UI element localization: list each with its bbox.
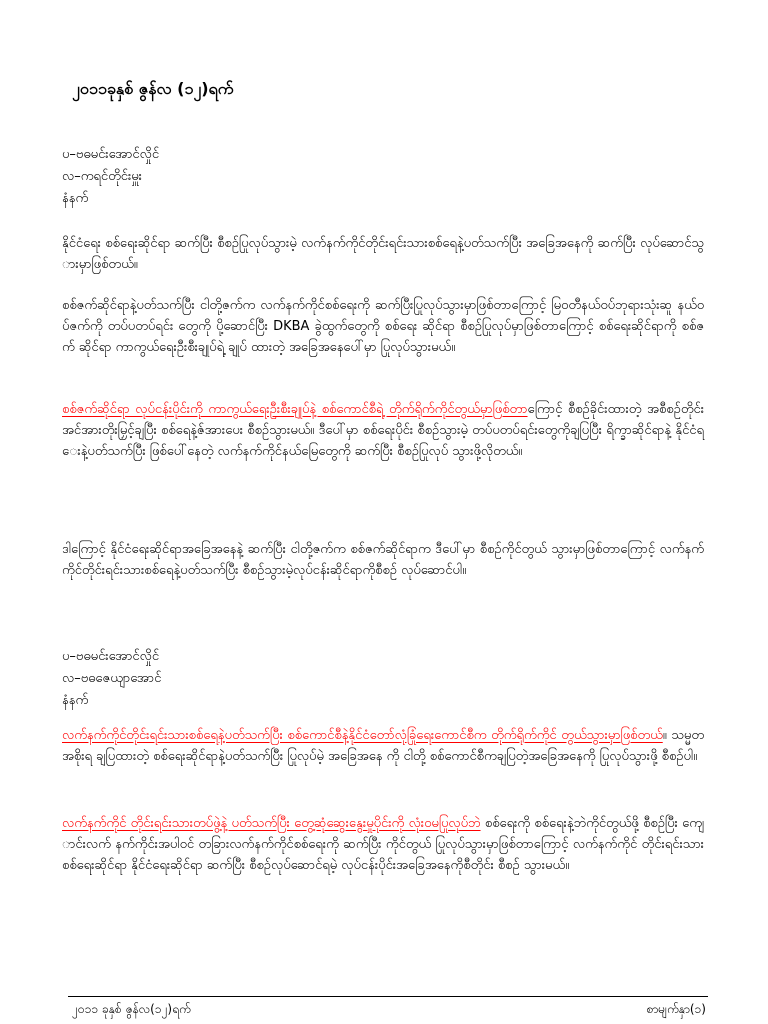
date-heading: ၂၀၁၁ခုနှစ် ဇွန်လ (၁၂)ရက်: [72, 79, 234, 98]
body-text: ။ သမ္မတအစိုးရ ချပြထားတဲ့ စစ်ရေးဆိုင်ရာနဲ့ပတ်သက်ပြီး ပြုလုပ်မဲ့ အခြေအနေ ကို ငါတို့ စစ်ကောင်စီကချပြတဲ့အခြေအနေကို ပြုလုပ်သွားဖို့ စီစဉ်ပါ။: [62, 728, 704, 764]
speaker-title: လ–ကရင်တိုင်းမှူး: [62, 169, 142, 184]
paragraph-4: ဒါကြောင့် နိုင်ငံရေးဆိုင်ရာအခြေအနေနဲ့ ဆက်ပြီး ငါတို့ဇက်က စစ်ဇက်ဆိုင်ရာက ဒီပေါ်မှာ စီစဉ်ကိုင်တွယ် သွားမှာဖြစ်တာကြောင့် လက်နက်ကိုင်တိုင်းရင်းသားစစ်ရေနဲ့ပတ်သက်ပြီး စီစဉ်သွားမဲ့လုပ်ငန်းဆိုင်ရာကိုစီစဉ် လုပ်ဆောင်ပါ။: [62, 542, 704, 578]
paragraph-5: [62, 725, 704, 767]
paragraph-2: စစ်ဇက်ဆိုင်ရာနဲ့ပတ်သက်ပြီး ငါတို့ဇက်က လက်နက်ကိုင်စစ်ရေးကို ဆက်ပြီးပြုလုပ်သွားမှာဖြစ်တာကြောင့် မြဝတီနယ်ဝပ်ဘုရားသုံးဆူ နယ်ဝပ်ဇက်ကို တပ်ပတပ်ရင်း တွေကို ပို့ဆောင်ပြီး DKBA ခွဲထွက်တွေကို စစ်ရေး ဆိုင်ရာ စီစဉ်ပြုလုပ်မှာဖြစ်တာကြောင့် စစ်ရေးဆိုင်ရာကို စစ်ဇက် ဆိုင်ရာ ကာကွယ်ရေးဦးစီးချုပ်ရဲ့ ချုပ် ထားတဲ့ အခြေအနေပေါ်မှာ ပြုလုပ်သွားမယ်။: [62, 298, 704, 355]
paragraph-1: နိုင်ငံရေး စစ်ရေးဆိုင်ရာ ဆက်ပြီး စီစဉ်ပြုလုပ်သွားမဲ့ လက်နက်ကိုင်တိုင်းရင်းသားစစ်ရေနဲ့ပတ်သက်ပြီး အခြေအနေကို ဆက်ပြီး လုပ်ဆောင်သွားမှာဖြစ်တယ်။: [62, 236, 704, 272]
speaker-time: နံနက်: [62, 693, 89, 708]
paragraph-6: [62, 813, 704, 876]
footer-divider: [68, 996, 708, 997]
speaker-time: နံနက်: [62, 191, 89, 206]
speaker-title: လ–ဗဓဇေယျာအောင်: [62, 671, 162, 686]
paragraph-3: [62, 399, 704, 462]
speaker-name: ပ–ဗဓမင်းအောင်လှိုင်: [62, 649, 160, 664]
speaker-block-1: [62, 144, 159, 210]
footer-date: ၂၀၁၁ ခုနှစ် ဇွန်လ(၁၂)ရက်: [72, 1002, 191, 1016]
speaker-name: ပ–ဗဓမင်းအောင်လှိုင်: [62, 147, 160, 162]
speaker-block-2: [62, 646, 161, 712]
highlighted-text: စစ်ဇက်ဆိုင်ရာ လုပ်ငန်းပိုင်းကို ကာကွယ်ရေးဦးစီးချုပ်နဲ့ စစ်ကောင်စီရဲ့ တိုက်ရိုက်ကိုင်တွယ်မှာဖြစ်တာ: [62, 402, 528, 417]
page-number: စာမျက်နှာ(၁): [646, 1002, 706, 1016]
highlighted-text: လက်နက်ကိုင် တိုင်းရင်းသားတပ်ဖွဲ့နဲ့ ပတ်သက်ပြီး တွေ့ဆုံဆွေးနွေးမှုပိုင်းကို လုံးဝမပြုလုပ်ဘဲ: [62, 816, 481, 831]
body-text: စစ်ရေးကို စစ်ရေးနဲ့ဘဲကိုင်တွယ်ဖို့ စီစဉ်ပြီး ကျောင်းလက် နက်ကိုင်းအပါဝင် တခြားလက်နက်ကိုင်စစ်ရေးကို ဆက်ပြီး ကိုင်တွယ် ပြုလုပ်သွားမှာဖြစ်တာကြောင့် လက်နက်ကိုင် တိုင်းရင်းသားစစ်ရေးဆိုင်ရာ နိုင်ငံရေးဆိုင်ရာ ဆက်ပြီး စီစဉ်လုပ်ဆောင်ရမဲ့ လုပ်ငန်းပိုင်းအခြေအနေကိုစီတိုင်း စီစဉ် သွားမယ်။: [62, 816, 704, 873]
highlighted-text: လက်နက်ကိုင်တိုင်းရင်းသားစစ်ရေနဲ့ပတ်သက်ပြီး စစ်ကောင်စီနဲ့နိုင်ငံတော်လုံခြုံရေးကောင်စီက တိုက်ရိုက်ကိုင် တွယ်သွားမှာဖြစ်တယ်: [62, 728, 663, 743]
body-text: ကြောင့် စီစဉ်ခိုင်းထားတဲ့ အစီစဉ်တိုင်း အင်အားတိုးမြှင့်ချပြီး စစ်ရေနဲ့ဇ်အားပေး စီစဉ်သွားမယ်။ ဒီပေါ်မှာ စစ်ရေးပိုင်း စီစဉ်သွားမဲ့ တပ်ပတပ်ရင်းတွေကိုချပြပြီး ရိက္ခာဆိုင်ရာနဲ့ နိုင်ငံရေးနဲ့ပတ်သက်ပြီး ဖြစ်ပေါ်နေတဲ့ လက်နက်ကိုင်နယ်မြေတွေကို ဆက်ပြီး စီစဉ်ပြုလုပ် သွားဖို့လိုတယ်။: [62, 402, 704, 459]
